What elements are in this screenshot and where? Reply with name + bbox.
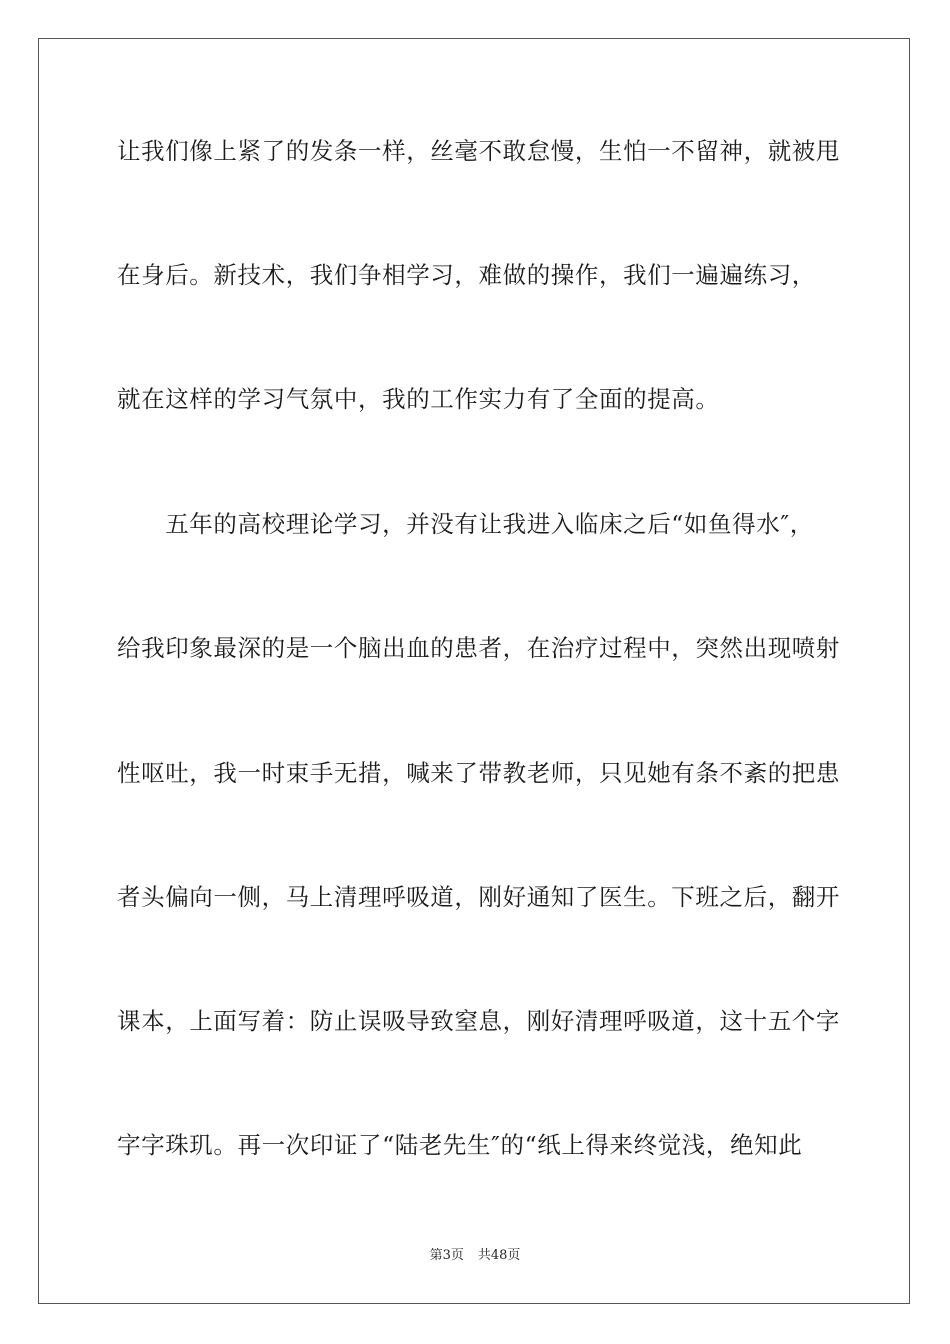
paragraph-start-line: 五年的高校理论学习，并没有让我进入临床之后“如鱼得水″，: [117, 510, 814, 538]
text-line: 就在这样的学习气氛中，我的工作实力有了全面的提高。: [117, 385, 720, 413]
text-line: 让我们像上紧了的发条一样，丝毫不敢怠慢，生怕一不留神，就被甩: [117, 137, 840, 165]
page-total: 共48页: [477, 1248, 521, 1263]
text-line: 在身后。新技术，我们争相学习，难做的操作，我们一遍遍练习，: [117, 261, 816, 289]
page-number: 第3页: [429, 1248, 464, 1263]
text-line: 性呕吐，我一时束手无措，喊来了带教老师，只见她有条不紊的把患: [117, 759, 840, 787]
page-border: [38, 38, 910, 1304]
text-line: 者头偏向一侧，马上清理呼吸道，刚好通知了医生。下班之后，翻开: [117, 883, 840, 911]
page-footer: [0, 1248, 950, 1264]
text-line: 字字珠玑。再一次印证了“陆老先生″的“纸上得来终觉浅，绝知此: [117, 1131, 803, 1159]
text-line: 课本，上面写着：防止误吸导致窒息，刚好清理呼吸道，这十五个字: [117, 1007, 840, 1035]
text-line: 给我印象最深的是一个脑出血的患者，在治疗过程中，突然出现喷射: [117, 634, 840, 662]
